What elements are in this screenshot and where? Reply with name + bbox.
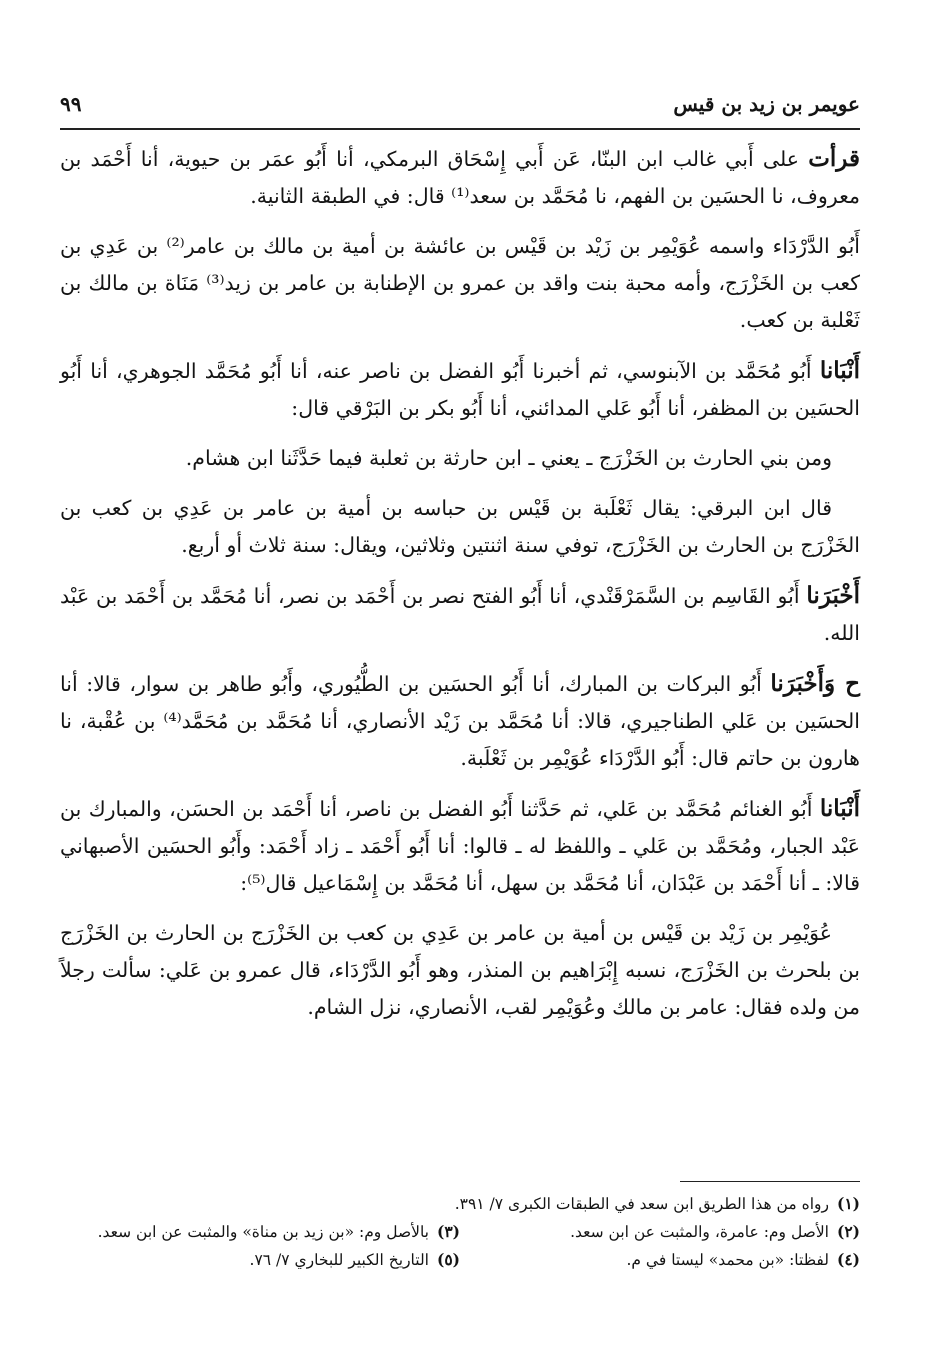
paragraph (60, 440, 860, 477)
footnote (460, 1218, 860, 1246)
paragraph (60, 352, 860, 427)
page-header (60, 82, 860, 126)
footnote-number: (٢) (836, 1222, 860, 1241)
footnote-row (60, 1190, 860, 1218)
chain-lead-word: ح وَأَخْبَرَنا (770, 670, 860, 697)
chain-lead-word: أَنْبَانا (819, 795, 860, 822)
footnote-number: (٥) (436, 1250, 460, 1269)
paragraph (60, 790, 860, 902)
paragraph-text: على أَبي غالب ابن البنّا، عَن أَبي إِسْحَاق البرمكي، أنا أَبُو عمَر بن حيوية، أنا أَحْمَد بن معروف، نا الحسَين بن الفهم، نا مُحَمَّد بن سعد⁽¹⁾ قال: في الطبقة الثانية. (60, 147, 860, 208)
chain-lead-word: أَنْبَانا (819, 357, 860, 384)
footnote-text: رواه من هذا الطريق ابن سعد في الطبقات الكبرى ٧/ ٣٩١. (454, 1195, 829, 1213)
footnote-text: لفظتا: «بن محمد» ليستا في م. (626, 1251, 829, 1269)
paragraph-text: قال ابن البرقي: يقال ثَعْلَبة بن قَيْس بن حباسه بن أمية بن عامر بن عَدِي بن كعب بن الخَزْرَج بن الحارث بن الخَزْرَج، توفي سنة اثنتين وثلاثين، ويقال: سنة ثلاث أو أربع. (60, 496, 860, 557)
chain-lead-word: قرأت (808, 145, 860, 172)
paragraph-text: أَبُو الدَّرْدَاء واسمه عُوَيْمِر بن زَيْد بن قَيْس بن عائشة بن أمية بن مالك بن عامر⁽²⁾ بن عَدِي بن كعب بن الخَزْرَج، وأمه محبة بنت واقد بن عمرو بن الإطنابة بن عامر بن زيد⁽³⁾ مَنَاة بن مالك بن ثَعْلبة بن كعب. (60, 234, 860, 332)
footnote-text: التاريخ الكبير للبخاري ٧/ ٧٦. (249, 1251, 429, 1269)
footnote-number: (٣) (436, 1222, 460, 1241)
footnote-text: الأصل وم: عامرة، والمثبت عن ابن سعد. (570, 1223, 829, 1241)
paragraph (60, 915, 860, 1026)
paragraph (60, 140, 860, 215)
paragraph-text: أَبُو البركات بن المبارك، أنا أَبُو الحسَين بن الطُّيُوري، وأَبُو طاهر بن سوار، قالا: أنا الحسَين بن عَلي الطناجيري، قالا: أنا مُحَمَّد بن زَيْد الأنصاري، أنا مُحَمَّد بن مُحَمَّد⁽⁴⁾ بن عُقْبة، نا هارون بن حاتم قال: أَبُو الدَّرْدَاء عُوَيْمِر بن ثَعْلَبة. (60, 672, 860, 770)
footnote (60, 1246, 460, 1274)
footnote (60, 1218, 460, 1246)
paragraph-text: أَبُو القَاسِم بن السَّمَرْقَنْدي، أنا أَبُو الفتح نصر بن أَحْمَد بن نصر، أنا مُحَمَّد بن أَحْمَد بن عَبْد الله. (60, 584, 860, 645)
footnote (60, 1190, 860, 1218)
header-rule (60, 128, 860, 130)
paragraph-text: ومن بني الحارث بن الخَزْرَج ـ يعني ـ ابن حارثة بن ثعلبة فيما حَدَّثَنا ابن هشام. (185, 446, 832, 470)
paragraph-text: عُوَيْمِر بن زَيْد بن قَيْس بن أمية بن عامر بن عَدِي بن كعب بن الخَزْرَج بن الحارث بن الخَزْرَج بن بلحرث بن الخَزْرَج، نسبه إِبْرَاهيم بن المنذر، وهو أَبُو الدَّرْدَاء، قال عمرو بن عَلي: سألت رجلاً من ولده فقال: عامر بن مالك وعُوَيْمِر لقب، الأنصاري، نزل الشام. (60, 921, 860, 1019)
page-number: ٩٩ (60, 92, 82, 116)
paragraph (60, 577, 860, 652)
footnote-text: بالأصل وم: «بن زيد بن مناة» والمثبت عن ابن سعد. (97, 1223, 429, 1241)
chain-lead-word: أَخْبَرَنا (806, 582, 860, 609)
footnotes (60, 1190, 860, 1274)
footnote-row (60, 1218, 860, 1246)
footnote-rule (680, 1181, 860, 1182)
paragraph-text: أَبُو مُحَمَّد بن الآبنوسي، ثم أخبرنا أَبُو الفضل بن ناصر عنه، أنا أَبُو مُحَمَّد الجوهري، أنا أَبُو الحسَين بن المظفر، أنا أَبُو عَلي المدائني، أنا أَبُو بكر بن البَرْقي قال: (60, 359, 860, 420)
footnote-number: (١) (836, 1194, 860, 1213)
running-title: عويمر بن زيد بن قيس (673, 92, 860, 116)
paragraph (60, 490, 860, 564)
footnote (460, 1246, 860, 1274)
paragraph (60, 665, 860, 777)
footnote-row (60, 1246, 860, 1274)
paragraph-text: أَبُو الغنائم مُحَمَّد بن عَلي، ثم حَدَّثنا أَبُو الفضل بن ناصر، أنا أَحْمَد بن الحسَن، والمبارك بن عَبْد الجبار، ومُحَمَّد بن عَلي ـ واللفظ له ـ قالوا: أنا أَبُو أَحْمَد ـ زاد أَحْمَد: وأَبُو الحسَين الأصبهاني قالا: ـ أنا أَحْمَد بن عَبْدَان، أنا مُحَمَّد بن سهل، أنا مُحَمَّد بن إِسْمَاعيل قال⁽⁵⁾: (60, 797, 860, 895)
paragraph (60, 228, 860, 339)
footnote-number: (٤) (836, 1250, 860, 1269)
main-text (60, 140, 860, 1039)
